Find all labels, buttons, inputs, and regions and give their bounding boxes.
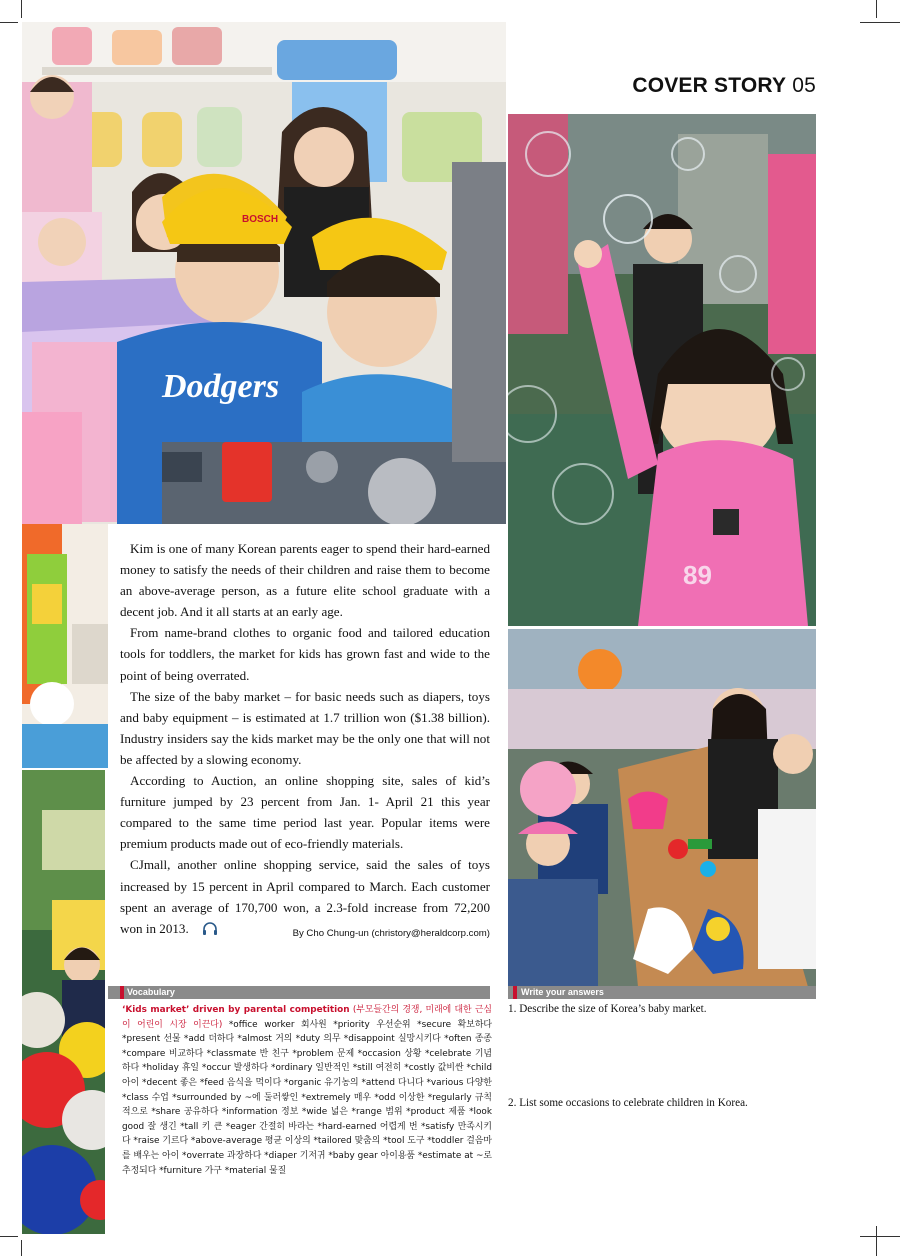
- article-paragraph: The size of the baby market – for basic needs such as diapers, toys and baby equipment – is estimated at 1.7 trillion won ($1.38 billion). Industry insiders say the kids market may be the only one that will not be affected by a slowing economy.: [120, 688, 490, 767]
- headphone-icon[interactable]: [192, 920, 218, 941]
- vocabulary-entries: *office worker 회사원 *priority 우선순위 *secure 확보하다 *present 선물 *add 더하다 *almost 거의 *duty 의무 *disappoint 실망시키다 *often 종종 *compare 비교하다 *classmate 반 친구 *problem 문제 *occasion 상황 *celebrate 기념하다 *holiday 휴일 *occur 발생하다 *ordinary 일반적인 *still 여전히 *costly 값비싼 *child 아이 *decent 좋은 *feed 음식을 먹이다 *organic 유기농의 *attend 다니다 *various 다양한 *class 수업 *surrounded by ~에 둘러쌓인 *extremely 매우 *odd 이상한 *regularly 규칙적으로 *share 공유하다 *information 정보 *wide 넓은 *range 범위 *product 제품 *look good 잘 생긴 *tall 키 큰 *eager 간절히 바라는 *hard-earned 어렵게 번 *satisfy 만족시키다 *raise 기르다 *above-average 평균 이상의 *tailored 맞춤의 *tool 도구 *toddler 걸음마를 배우는 아이 *overrate 과장하다 *diaper 기저귀 *baby gear 아이용품 *estimate at ~로 추정되다 *furniture 가구 *material 물질: [122, 1019, 492, 1176]
- answers-section: [508, 986, 816, 1109]
- article-body: [120, 538, 490, 944]
- helmet-logo-text: BOSCH: [242, 214, 279, 225]
- crop-mark: [0, 22, 18, 23]
- section-title: COVER STORY: [632, 74, 787, 97]
- vocabulary-body: [122, 1003, 492, 1178]
- photo-toy-strip: [22, 524, 108, 768]
- photo-girl-bubbles: [508, 114, 816, 626]
- shirt-number-text: 89: [683, 560, 712, 590]
- page-number: 05: [792, 74, 816, 97]
- crop-mark: [860, 1236, 900, 1237]
- article-paragraph: According to Auction, an online shopping site, sales of kid’s furniture jumped by 23 percent from Jan. 1- April 21 this year compared to the same time period last year. Popular items were premium products made out of eco-friendly materials.: [120, 773, 490, 852]
- jersey-text: Dodgers: [162, 368, 280, 405]
- question-2: 2. List some occasions to celebrate children in Korea.: [508, 1097, 748, 1109]
- bar-accent: [513, 986, 517, 999]
- article: [108, 526, 505, 948]
- crop-mark: [876, 1226, 877, 1256]
- photo-children-crafts: [508, 629, 816, 987]
- crop-mark: [21, 0, 22, 18]
- byline: By Cho Chung-un (christory@heraldcorp.com): [292, 927, 490, 939]
- bar-accent: [120, 986, 124, 999]
- article-paragraph: [120, 854, 490, 940]
- section-header: [632, 74, 816, 98]
- photo-balloons-strip: [22, 770, 105, 1234]
- vocabulary-label: Vocabulary: [127, 987, 175, 997]
- vocabulary-title-korean: (부모들간의 경쟁, 미래에 대한 근심이 어린이 시장 이끈다): [122, 1005, 492, 1030]
- article-paragraph: From name-brand clothes to organic food and tailored education tools for toddlers, the market for kids has grown fast and wide to the point of being overrated.: [120, 625, 490, 683]
- crop-mark: [21, 1240, 22, 1256]
- vocabulary-bar: [108, 986, 490, 999]
- crop-mark: [0, 1236, 18, 1237]
- photo-kids-toy-workbench: [22, 22, 506, 524]
- answers-bar: [508, 986, 816, 999]
- answers-label: Write your answers: [521, 987, 604, 997]
- article-paragraph: Kim is one of many Korean parents eager to spend their hard-earned money to satisfy the needs of their children and raise them to become an above-average person, as a future elite school graduate with a decent job. And it all starts at an early age.: [120, 541, 490, 620]
- vocabulary-title: ‘Kids market’ driven by parental competition: [122, 1005, 350, 1015]
- crop-mark: [860, 22, 900, 23]
- crop-mark: [876, 0, 877, 18]
- question-1: 1. Describe the size of Korea’s baby market.: [508, 1003, 707, 1015]
- vocabulary-section: [108, 986, 490, 1178]
- article-paragraph-text: CJmall, another online shopping service, said the sales of toys increased by 15 percent in April compared to March. Each customer spent an average of 170,700 won, a 2.3-fold increase from 72,200 won in 2013.: [120, 857, 490, 936]
